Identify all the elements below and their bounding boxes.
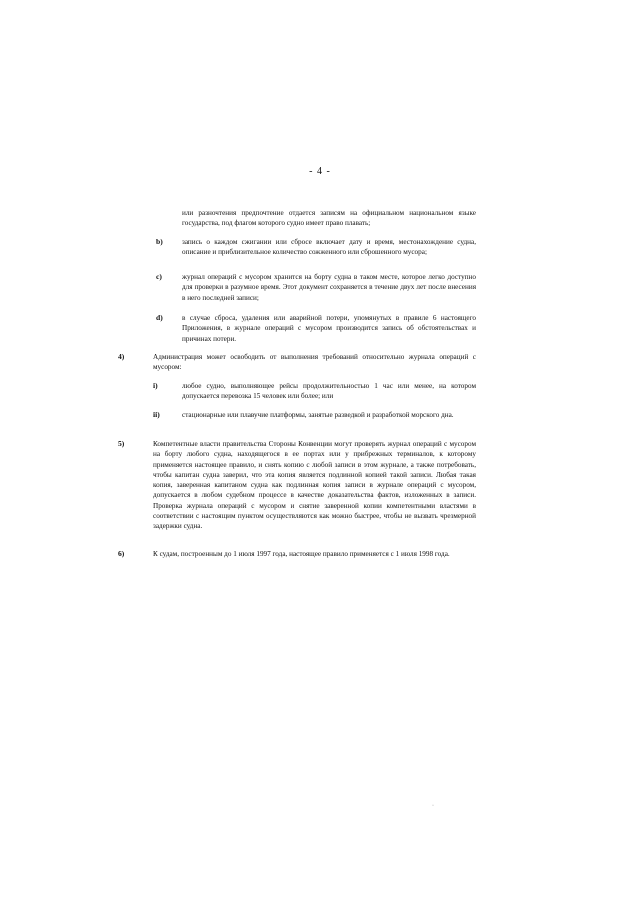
- intro-continuation: или разночтения предпочтение отдается записям на официальном национальном языке государства, под флагом которого судно имеет право плавать;: [182, 209, 476, 228]
- para-4-item-ii-label: ii): [153, 410, 160, 419]
- para-4-item-i-text: любое судно, выполняющее рейсы продолжительностью 1 час или менее, на котором допускается перевозка 15 человек или более; или: [182, 382, 476, 401]
- item-c-label: c): [156, 272, 162, 281]
- stray-mark: ·: [432, 803, 434, 809]
- item-b-text: запись о каждом сжигании или сбросе включает дату и время, местонахождение судна, описание и приблизительное количество сожженного или сброшенного мусора;: [182, 238, 476, 257]
- para-4-text: Администрация может освободить от выполнения требований относительно журнала операций с мусором:: [153, 353, 476, 372]
- para-6-label: 6): [118, 549, 125, 558]
- para-4-item-ii-text: стационарные или плавучие платформы, занятые разведкой и разработкой морского дна.: [182, 411, 454, 419]
- page-number: - 4 -: [309, 166, 331, 177]
- item-d-text: в случае сброса, удаления или аварийной потери, упомянутых в правиле 6 настоящего Приложения, в журнале операций с мусором производится запись об обстоятельствах и причинах потери.: [182, 314, 476, 343]
- para-4-label: 4): [118, 352, 125, 361]
- para-6-text: К судам, построенным до 1 июля 1997 года, настоящее правило применяется с 1 июля 1998 года.: [153, 550, 450, 558]
- para-4-item-i-label: i): [153, 381, 158, 390]
- item-d-label: d): [156, 313, 163, 322]
- para-5-text: Компетентные власти правительства Стороны Конвенции могут проверять журнал операций с мусором на борту любого судна, находящегося в ее портах или у прибрежных терминалов, к которому применяется настоящее правило, и снять копию с любой записи в этом журнале, а также потребовать, чтобы капитан судна заверил, что эта копия является подлинной копией такой записи. Любая такая копия, заверенная капитаном судна как подлинная копия записи в журнале операций с мусором, допускается в любом судебном процессе в качестве доказательства фактов, изложенных в записи. Проверка журнала операций с мусором и снятие заверенной копии компетентными властями в соответствии с настоящим пунктом осуществляются как можно быстрее, чтобы не вызвать чрезмерной задержки судна.: [153, 440, 476, 531]
- item-c-text: журнал операций с мусором хранится на борту судна в таком месте, которое легко доступно для проверки в разумное время. Этот документ сохраняется в течение двух лет после внесения в него последней записи;: [182, 273, 476, 302]
- para-5-label: 5): [118, 439, 125, 448]
- item-b-label: b): [156, 237, 163, 246]
